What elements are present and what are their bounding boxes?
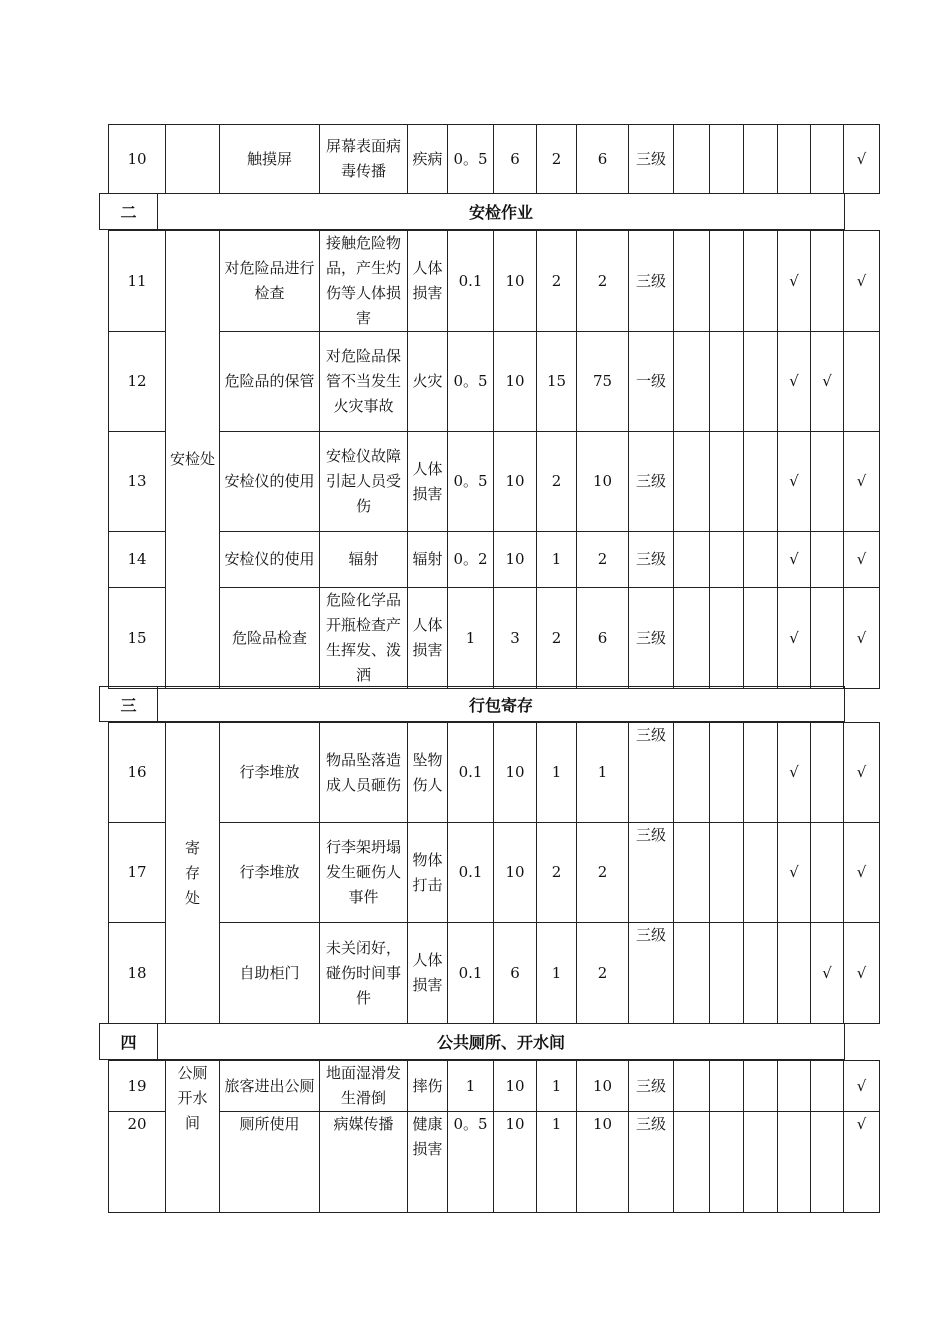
blank-cell [674,1061,710,1112]
e-value: 10 [494,1112,537,1213]
e-value: 10 [494,332,537,432]
section-title: 安检作业 [158,194,845,230]
blank-cell [674,823,710,923]
consequence-cell: 摔伤 [408,1061,448,1112]
check-cell: √ [844,823,880,923]
c-value: 1 [537,923,577,1024]
activity-cell: 自助柜门 [220,923,320,1024]
d-value: 10 [577,432,629,532]
c-value: 1 [537,1112,577,1213]
c-value: 2 [537,125,577,194]
activity-cell: 旅客进出公厕 [220,1061,320,1112]
e-value: 10 [494,723,537,823]
table-row [109,332,880,432]
row-number: 16 [109,723,166,823]
measure-cell [710,231,744,332]
table-row [109,125,880,194]
measure-cell [710,823,744,923]
measure-cell: √ [778,432,811,532]
d-value: 2 [577,532,629,588]
check-cell: √ [844,432,880,532]
table-row [109,588,880,689]
d-value: 75 [577,332,629,432]
risk-table-block-3 [108,722,880,1024]
row-number: 15 [109,588,166,689]
c-value: 1 [537,532,577,588]
activity-cell: 行李堆放 [220,823,320,923]
section-number: 三 [100,687,158,722]
table-row [109,1061,880,1112]
consequence-cell: 人体损害 [408,588,448,689]
table-row [109,923,880,1024]
e-value: 10 [494,532,537,588]
measure-cell [744,588,778,689]
check-cell: √ [844,1112,880,1213]
l-value: 0。5 [448,332,494,432]
measure-cell [778,923,811,1024]
measure-cell [710,125,744,194]
activity-cell: 厕所使用 [220,1112,320,1213]
consequence-cell: 火灾 [408,332,448,432]
l-value: 0.1 [448,723,494,823]
e-value: 10 [494,231,537,332]
row-number: 14 [109,532,166,588]
table-row [109,1112,880,1213]
activity-cell: 安检仪的使用 [220,532,320,588]
section-header-3 [99,686,845,722]
e-value: 10 [494,432,537,532]
consequence-cell: 坠物伤人 [408,723,448,823]
c-value: 2 [537,231,577,332]
blank-cell [674,231,710,332]
measure-cell [778,1112,811,1213]
d-value: 2 [577,231,629,332]
hazard-cell: 对危险品保管不当发生火灾事故 [320,332,408,432]
blank-cell [674,723,710,823]
measure-cell [744,332,778,432]
hazard-cell: 物品坠落造成人员砸伤 [320,723,408,823]
section-title: 公共厕所、开水间 [158,1024,845,1060]
section-number: 四 [100,1024,158,1060]
measure-cell: √ [778,532,811,588]
row-number: 13 [109,432,166,532]
risk-level: 三级 [629,1112,674,1213]
measure-cell [744,823,778,923]
measure-cell [744,532,778,588]
blank-cell [674,1112,710,1213]
row-number: 17 [109,823,166,923]
l-value: 0.1 [448,823,494,923]
measure-cell: √ [778,823,811,923]
consequence-cell: 健康损害 [408,1112,448,1213]
table-row [109,532,880,588]
hazard-cell: 屏幕表面病毒传播 [320,125,408,194]
risk-level: 三级 [629,923,674,1024]
measure-cell [710,332,744,432]
table-row [109,723,880,823]
row-number: 18 [109,923,166,1024]
hazard-cell: 辐射 [320,532,408,588]
d-value: 10 [577,1061,629,1112]
risk-table-block-2 [108,230,880,689]
activity-cell: 对危险品进行检查 [220,231,320,332]
measure-cell [744,231,778,332]
row-number: 19 [109,1061,166,1112]
c-value: 1 [537,723,577,823]
consequence-cell: 人体损害 [408,231,448,332]
blank-cell [674,532,710,588]
e-value: 10 [494,1061,537,1112]
l-value: 0。5 [448,1112,494,1213]
consequence-cell: 疾病 [408,125,448,194]
hazard-cell: 危险化学品开瓶检查产生挥发、泼洒 [320,588,408,689]
activity-cell: 危险品检查 [220,588,320,689]
measure-cell [811,723,844,823]
section-header-2 [99,193,845,230]
blank-cell [674,923,710,1024]
table-row [109,231,880,332]
department-cell [166,125,220,194]
l-value: 0。5 [448,432,494,532]
c-value: 2 [537,823,577,923]
measure-cell [710,432,744,532]
consequence-cell: 辐射 [408,532,448,588]
hazard-cell: 安检仪故障引起人员受伤 [320,432,408,532]
measure-cell [710,588,744,689]
measure-cell [744,723,778,823]
measure-cell [744,1112,778,1213]
consequence-cell: 人体损害 [408,923,448,1024]
check-cell: √ [844,231,880,332]
l-value: 1 [448,588,494,689]
check-cell: √ [844,532,880,588]
c-value: 2 [537,432,577,532]
blank-cell [674,125,710,194]
section-header-4 [99,1023,845,1060]
check-cell: √ [844,588,880,689]
measure-cell [778,1061,811,1112]
l-value: 0。2 [448,532,494,588]
d-value: 10 [577,1112,629,1213]
risk-level: 三级 [629,1061,674,1112]
c-value: 2 [537,588,577,689]
hazard-cell: 行李架坍塌发生砸伤人事件 [320,823,408,923]
measure-cell: √ [778,723,811,823]
table-row [109,432,880,532]
measure-cell: √ [778,588,811,689]
measure-cell: √ [778,332,811,432]
measure-cell [710,723,744,823]
check-cell: √ [844,125,880,194]
measure-cell [811,823,844,923]
hazard-cell: 地面湿滑发生滑倒 [320,1061,408,1112]
measure-cell [811,1061,844,1112]
blank-cell [674,332,710,432]
measure-cell [710,1112,744,1213]
measure-cell [811,588,844,689]
check-cell: √ [844,1061,880,1112]
activity-cell: 行李堆放 [220,723,320,823]
activity-cell: 安检仪的使用 [220,432,320,532]
check-cell: √ [844,723,880,823]
measure-cell [744,923,778,1024]
department-cell: 公厕开水间 [166,1061,220,1213]
l-value: 0。5 [448,125,494,194]
blank-cell [674,432,710,532]
measure-cell: √ [778,231,811,332]
risk-level: 一级 [629,332,674,432]
l-value: 1 [448,1061,494,1112]
check-cell [844,332,880,432]
row-number: 11 [109,231,166,332]
l-value: 0.1 [448,231,494,332]
row-number: 20 [109,1112,166,1213]
measure-cell [811,532,844,588]
department-cell: 安检处 [166,231,220,689]
row-number: 10 [109,125,166,194]
risk-level: 三级 [629,231,674,332]
risk-level: 三级 [629,723,674,823]
d-value: 2 [577,923,629,1024]
c-value: 15 [537,332,577,432]
risk-level: 三级 [629,588,674,689]
e-value: 3 [494,588,537,689]
d-value: 6 [577,125,629,194]
section-title: 行包寄存 [158,687,845,722]
risk-level: 三级 [629,532,674,588]
measure-cell [710,923,744,1024]
risk-level: 三级 [629,823,674,923]
measure-cell [778,125,811,194]
measure-cell [744,432,778,532]
measure-cell: √ [811,332,844,432]
e-value: 6 [494,923,537,1024]
section-number: 二 [100,194,158,230]
d-value: 6 [577,588,629,689]
risk-table-block-4 [108,1060,880,1213]
measure-cell [710,1061,744,1112]
hazard-cell: 病媒传播 [320,1112,408,1213]
measure-cell [710,532,744,588]
consequence-cell: 物体打击 [408,823,448,923]
c-value: 1 [537,1061,577,1112]
measure-cell [811,231,844,332]
measure-cell: √ [811,923,844,1024]
l-value: 0.1 [448,923,494,1024]
d-value: 1 [577,723,629,823]
department-cell: 寄存处 [166,723,220,1024]
risk-table-block-1 [108,124,880,194]
measure-cell [811,432,844,532]
hazard-cell: 接触危险物品，产生灼伤等人体损害 [320,231,408,332]
measure-cell [811,1112,844,1213]
consequence-cell: 人体损害 [408,432,448,532]
e-value: 10 [494,823,537,923]
measure-cell [811,125,844,194]
measure-cell [744,125,778,194]
row-number: 12 [109,332,166,432]
risk-level: 三级 [629,432,674,532]
table-row [109,823,880,923]
blank-cell [674,588,710,689]
d-value: 2 [577,823,629,923]
activity-cell: 触摸屏 [220,125,320,194]
check-cell: √ [844,923,880,1024]
e-value: 6 [494,125,537,194]
measure-cell [744,1061,778,1112]
hazard-cell: 未关闭好，碰伤时间事件 [320,923,408,1024]
risk-level: 三级 [629,125,674,194]
activity-cell: 危险品的保管 [220,332,320,432]
